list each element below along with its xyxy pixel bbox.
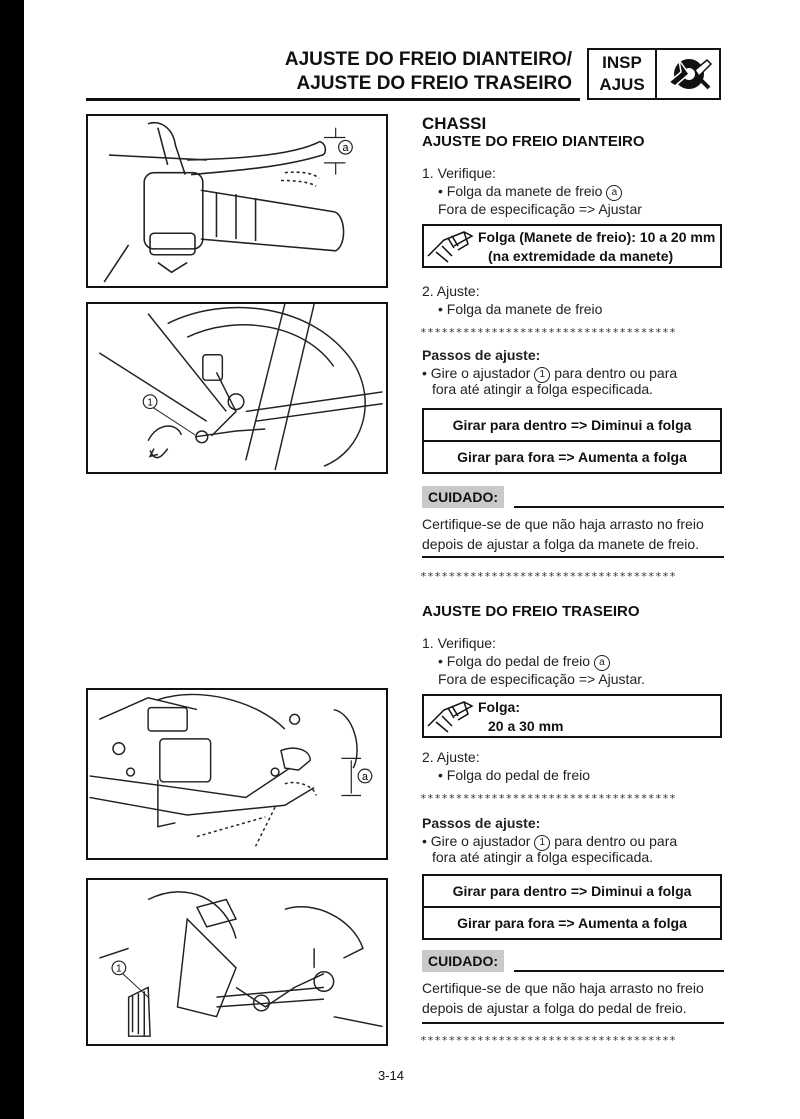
- front-step1-item-text: • Folga da manete de freio: [438, 183, 603, 199]
- rear-spec-box: [422, 694, 722, 738]
- front-caution-body: [422, 514, 726, 554]
- front-step2: 2. Ajuste:: [422, 283, 480, 299]
- rear-step1: 1. Verifique:: [422, 635, 496, 651]
- front-steps-line2: fora até atingir a folga especificada.: [432, 381, 654, 397]
- page-title-line1: AJUSTE DO FREIO DIANTEIRO/: [284, 49, 572, 70]
- wrench-icon: [659, 52, 719, 96]
- front-adjust-table: [422, 408, 722, 474]
- rear-spec-text: [478, 698, 564, 736]
- rear-stars-end: ************************************: [420, 1034, 677, 1047]
- rear-adjust-table: [422, 874, 722, 940]
- rear-pedal-callout: a: [361, 770, 368, 783]
- rear-step2: 2. Ajuste:: [422, 749, 480, 765]
- front-spec-text: [478, 228, 715, 266]
- section-badge: [587, 48, 721, 100]
- front-heading: AJUSTE DO FREIO DIANTEIRO: [422, 133, 645, 150]
- rear-steps-heading: Passos de ajuste:: [422, 815, 541, 831]
- front-step1-note: Fora de especificação => Ajustar: [438, 201, 642, 217]
- rear-step1-note: Fora de especificação => Ajustar.: [438, 671, 646, 687]
- page-title-line2: AJUSTE DO FREIO TRASEIRO: [296, 73, 572, 94]
- front-adjuster-figure: [86, 302, 388, 474]
- rear-adjuster-callout: 1: [116, 963, 122, 975]
- front-steps-prefix: • Gire o ajustador: [422, 365, 531, 381]
- rear-caution-body: [422, 978, 726, 1018]
- section-heading: CHASSI: [422, 114, 487, 133]
- rear-step1-item: [438, 652, 610, 671]
- front-caution-underline: [422, 556, 724, 558]
- badge-line1: INSP: [602, 53, 642, 72]
- front-step1-item: [438, 182, 622, 201]
- rear-caution-header: [422, 950, 724, 972]
- front-step1-mark: a: [606, 185, 622, 201]
- rear-step2-item: • Folga do pedal de freio: [438, 767, 591, 783]
- front-caution-label: CUIDADO:: [422, 486, 504, 508]
- rear-caution-label: CUIDADO:: [422, 950, 504, 972]
- front-step2-item: • Folga da manete de freio: [438, 301, 603, 317]
- caliper-icon: [424, 226, 476, 266]
- front-caution-rule: [514, 506, 724, 508]
- rear-step1-mark: a: [594, 655, 610, 671]
- rear-caution-line2: depois de ajustar a folga do pedal de freio.: [422, 1000, 687, 1016]
- rear-caution-line1: Certifique-se de que não haja arrasto no freio: [422, 980, 704, 996]
- page-number: 3-14: [378, 1068, 405, 1083]
- front-stars-end: ************************************: [420, 570, 677, 583]
- front-steps-heading: Passos de ajuste:: [422, 347, 541, 363]
- rear-adjust-row-out: Girar para fora => Aumenta a folga: [424, 906, 720, 938]
- front-stars-top: ************************************: [420, 326, 677, 339]
- rear-steps-mark: 1: [534, 835, 550, 851]
- front-caution-header: [422, 486, 724, 508]
- rear-adjuster-figure: [86, 878, 388, 1046]
- front-spec-box: [422, 224, 722, 268]
- rear-heading: AJUSTE DO FREIO TRASEIRO: [422, 603, 640, 620]
- rear-spec-line2: 20 a 30 mm: [488, 718, 564, 734]
- front-lever-figure: [86, 114, 388, 288]
- front-steps-suffix: para dentro ou para: [554, 365, 678, 381]
- rear-caution-underline: [422, 1022, 724, 1024]
- rear-steps-line2: fora até atingir a folga especificada.: [432, 849, 654, 865]
- front-caution-line2: depois de ajustar a folga da manete de freio.: [422, 536, 700, 552]
- front-spec-line1: Folga (Manete de freio): 10 a 20 mm: [478, 229, 716, 245]
- badge-label: [589, 50, 657, 98]
- front-adjust-row-out: Girar para fora => Aumenta a folga: [424, 440, 720, 472]
- front-caution-line1: Certifique-se de que não haja arrasto no freio: [422, 516, 704, 532]
- front-adjust-row-in: Girar para dentro => Diminui a folga: [452, 417, 692, 433]
- front-spec-line2: (na extremidade da manete): [488, 248, 674, 264]
- rear-spec-line1: Folga:: [478, 699, 520, 715]
- rear-caution-rule: [514, 970, 724, 972]
- rear-steps-prefix: • Gire o ajustador: [422, 833, 531, 849]
- rear-step1-item-text: • Folga do pedal de freio: [438, 653, 591, 669]
- badge-line2: AJUS: [599, 75, 645, 94]
- front-step1: 1. Verifique:: [422, 165, 496, 181]
- front-steps-mark: 1: [534, 367, 550, 383]
- header-rule: [86, 98, 580, 101]
- caliper-icon: [424, 696, 476, 736]
- rear-stars-top: ************************************: [420, 792, 677, 805]
- front-adjuster-callout: 1: [147, 397, 153, 409]
- rear-adjust-row-in: Girar para dentro => Diminui a folga: [452, 883, 692, 899]
- front-lever-callout: a: [342, 142, 349, 155]
- rear-pedal-figure: [86, 688, 388, 860]
- rear-steps-suffix: para dentro ou para: [554, 833, 678, 849]
